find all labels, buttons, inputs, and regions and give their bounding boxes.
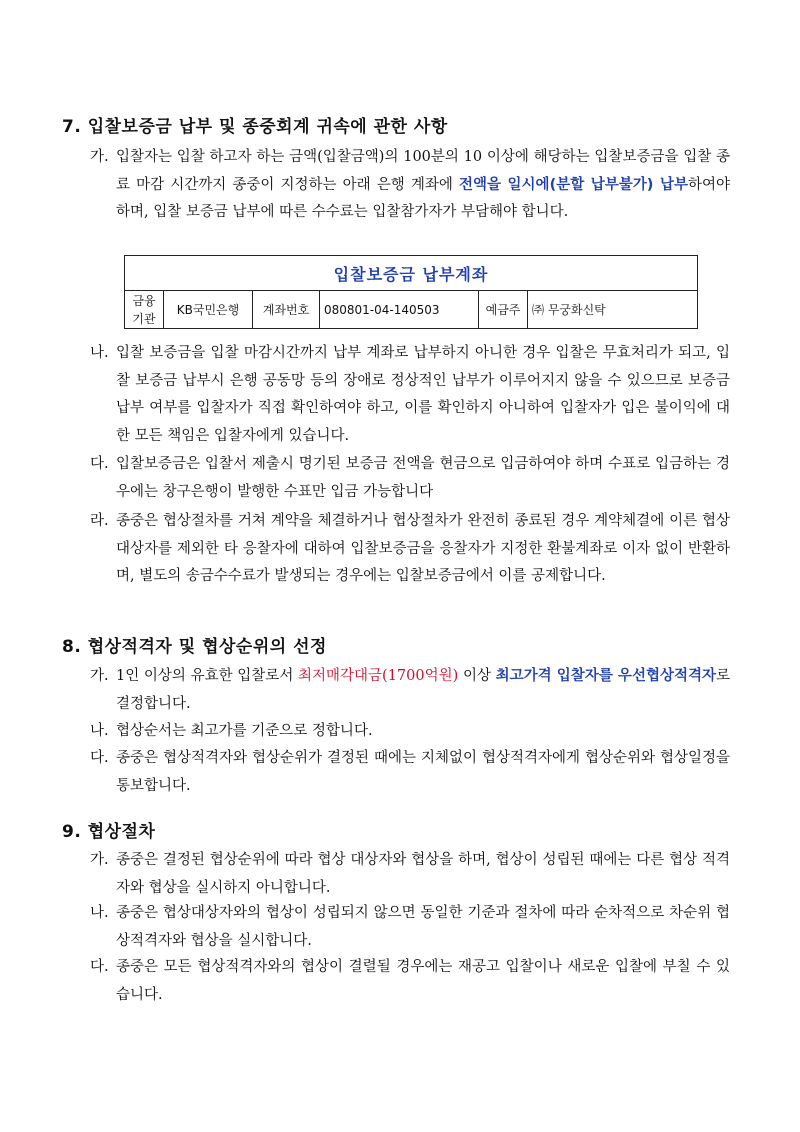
item-marker: 나. — [90, 905, 109, 921]
item-text: 종중은 협상대상자와의 협상이 성립되지 않으면 동일한 기준과 절차에 따라 순차적으로 차순위 협상적격자와 협상을 실시합니다. — [116, 905, 730, 949]
section-7-item-a — [90, 144, 730, 227]
account-holder: ㈜ 무궁화신탁 — [528, 291, 698, 329]
section-7-item-d — [90, 508, 730, 591]
section-9-item-a — [90, 847, 730, 902]
item-marker: 라. — [90, 513, 109, 529]
item-marker: 다. — [90, 456, 109, 472]
item-marker: 나. — [90, 723, 109, 739]
section-9-item-b — [90, 900, 730, 955]
item-text — [116, 663, 730, 718]
item-text — [116, 144, 730, 227]
section-7-item-c — [90, 451, 730, 506]
section-7-title: 7. 입찰보증금 납부 및 종중회계 귀속에 관한 사항 — [62, 117, 448, 137]
bank-name: KB국민은행 — [164, 291, 253, 329]
item-text: 입찰보증금은 입찰서 제출시 명기된 보증금 전액을 현금으로 입금하여야 하며 수표로 입금하는 경우에는 창구은행이 발행한 수표만 입금 가능합니다 — [116, 456, 730, 500]
item-marker: 가. — [90, 852, 109, 868]
label-account: 계좌번호 — [253, 291, 320, 329]
emphasis-text: 전액을 일시에(분할 납부불가) 납부 — [458, 176, 688, 193]
text-run: 이상 — [458, 668, 496, 684]
item-marker: 다. — [90, 959, 109, 975]
item-marker: 가. — [90, 149, 109, 165]
item-text: 종중은 결정된 협상순위에 따라 협상 대상자와 협상을 하며, 협상이 성립된 때에는 다른 협상 적격자와 협상을 실시하지 아니합니다. — [116, 852, 730, 896]
section-9-title: 9. 협상절차 — [62, 822, 156, 842]
section-8-item-b — [90, 718, 730, 746]
text-run: 하여야 하며, 입찰 보증금 납부에 따른 수수료는 입찰참가자가 부담해야 합니다. — [116, 176, 730, 220]
section-8-item-a — [90, 663, 730, 718]
item-text: 협상순서는 최고가를 기준으로 정합니다. — [116, 723, 373, 739]
item-text: 종중은 모든 협상적격자와의 협상이 결렬될 경우에는 재공고 입찰이나 새로운 입찰에 부칠 수 있습니다. — [116, 959, 730, 1003]
section-8-item-c — [90, 745, 730, 800]
text-run: 로 결정합니다. — [116, 668, 731, 712]
text-run: 1인 이상의 유효한 입찰로서 — [116, 668, 298, 684]
text-run: 입찰자는 입찰 하고자 하는 금액(입찰금액)의 100분의 10 이상에 해당하는 입찰보증금을 입찰 종료 마감 시간까지 종중이 지정하는 아래 은행 계좌에 — [116, 149, 730, 193]
deposit-account-table — [124, 255, 698, 329]
item-marker: 다. — [90, 750, 109, 766]
label-bank: 금융기관 — [125, 291, 164, 329]
emphasis-text: 최고가격 입찰자를 우선협상적격자 — [495, 668, 716, 684]
item-text: 종중은 협상절차를 거쳐 계약을 체결하거나 협상절차가 완전히 종료된 경우 계약체결에 이른 협상대상자를 제외한 타 응찰자에 대하여 입찰보증금을 응찰자가 지정한 환불계좌로 이자 없이 반환하며, 별도의 송금수수료가 발생되는 경우에는 입찰보증금에서 이를 공제합니다. — [116, 513, 730, 584]
label-holder: 예금주 — [479, 291, 528, 329]
table-header: 입찰보증금 납부계좌 — [125, 256, 698, 291]
emphasis-text-red: 최저매각대금(1700억원) — [298, 668, 459, 684]
section-7-item-b — [90, 340, 730, 450]
item-marker: 가. — [90, 668, 109, 684]
item-text: 입찰 보증금을 입찰 마감시간까지 납부 계좌로 납부하지 아니한 경우 입찰은 무효처리가 되고, 입찰 보증금 납부시 은행 공동망 등의 장애로 정상적인 납부가 이루어지지 않을 수 있으므로 보증금 납부 여부를 입찰자가 직접 확인하여야 하고, 이를 확인하지 아니하여 입찰자가 입은 불이익에 대한 모든 책임은 입찰자에게 있습니다. — [116, 345, 730, 444]
section-8-title: 8. 협상적격자 및 협상순위의 선정 — [62, 637, 327, 657]
item-marker: 나. — [90, 345, 109, 361]
account-number: 080801-04-140503 — [320, 291, 479, 329]
section-9-item-c — [90, 954, 730, 1009]
item-text: 종중은 협상적격자와 협상순위가 결정된 때에는 지체없이 협상적격자에게 협상순위와 협상일정을 통보합니다. — [116, 750, 730, 794]
